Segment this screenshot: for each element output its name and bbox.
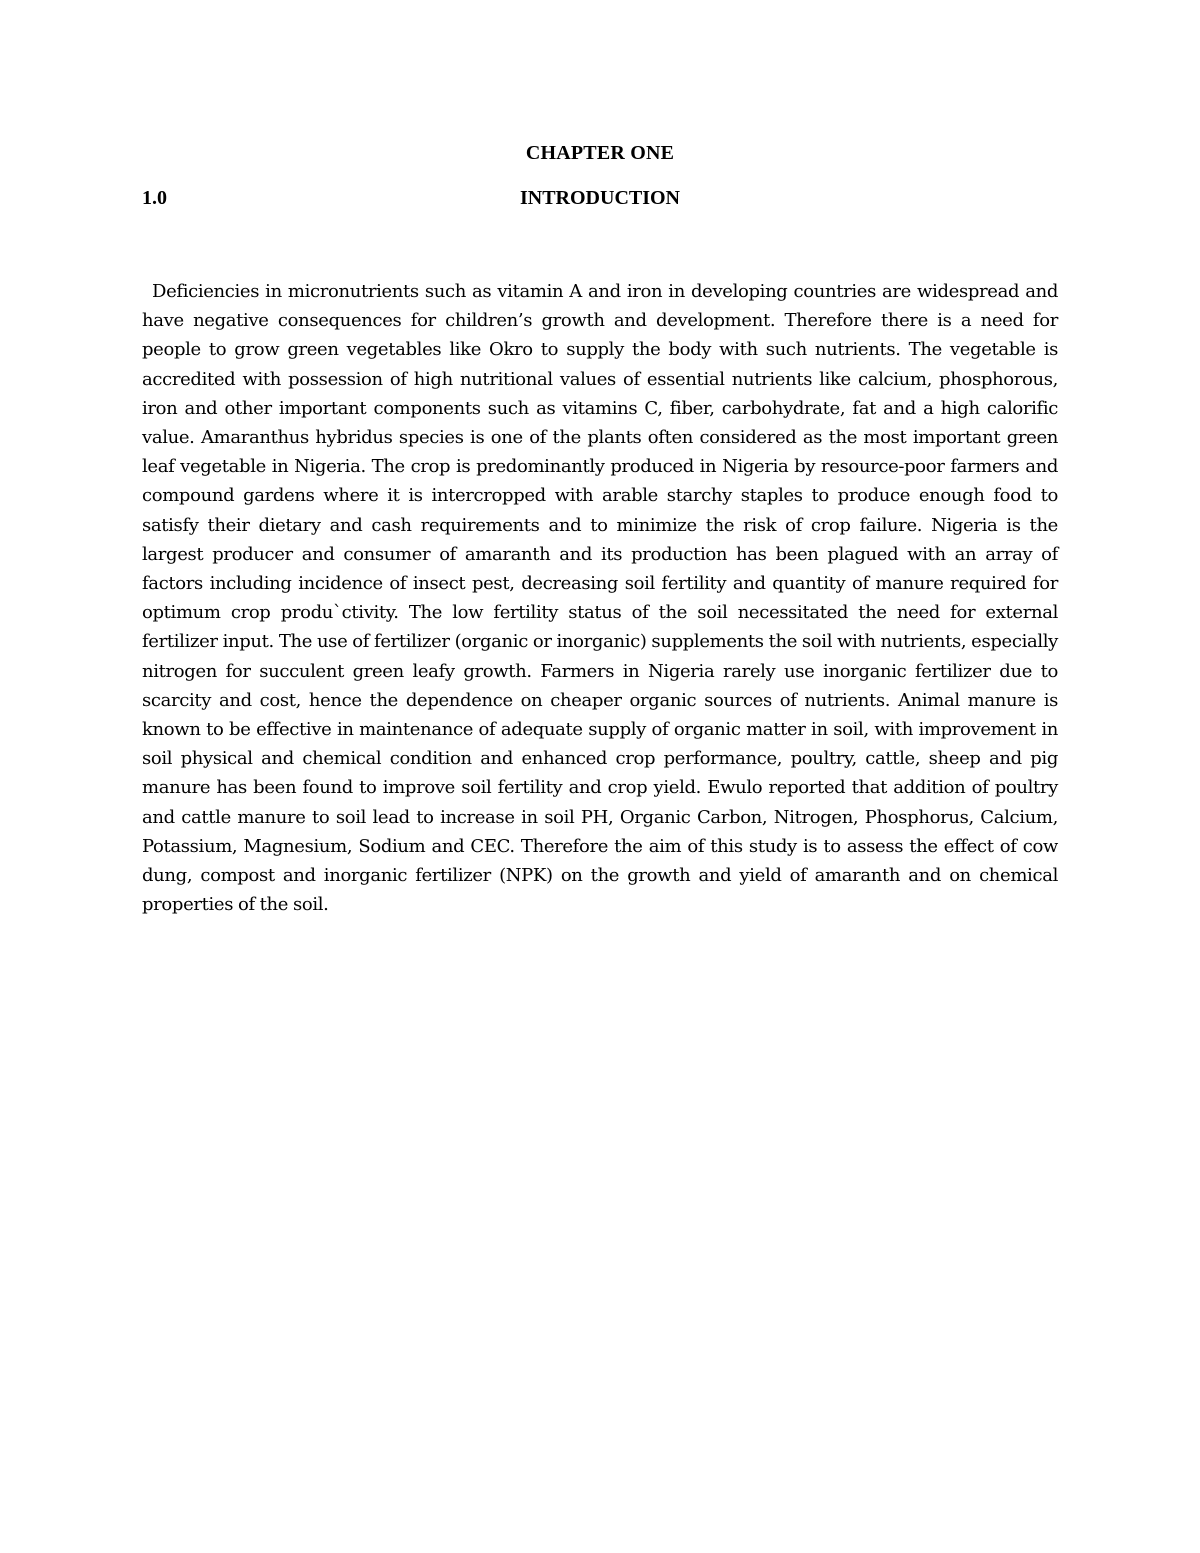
chapter-title: CHAPTER ONE	[525, 142, 675, 164]
introduction-paragraph: Deficiencies in micronutrients such as vitamin A and iron in developing countries are widespread and have negative consequences for children’s growth and development. Therefore there is a need for people to grow green vegetables like Okro to supply the body with such nutrients. The vegetable is accredited with possession of high nutritional values of essential nutrients like calcium, phosphorous, iron and other important components such as vitamins C, fiber, carbohydrate, fat and a high calorific value. Amaranthus hybridus species is one of the plants often considered as the most important green leaf vegetable in Nigeria. The crop is predominantly produced in Nigeria by resource-poor farmers and compound gardens where it is intercropped with arable starchy staples to produce enough food to satisfy their dietary and cash requirements and to minimize the risk of crop failure. Nigeria is the largest producer and consumer of amaranth and its production has been plagued with an array of factors including incidence of insect pest, decreasing soil fertility and quantity of manure required for optimum crop produ`ctivity. The low fertility status of the soil necessitated the need for external fertilizer input. The use of fertilizer (organic or inorganic) supplements the soil with nutrients, especially nitrogen for succulent green leafy growth. Farmers in Nigeria rarely use inorganic fertilizer due to scarcity and cost, hence the dependence on cheaper organic sources of nutrients. Animal manure is known to be effective in maintenance of adequate supply of organic matter in soil, with improvement in soil physical and chemical condition and enhanced crop performance, poultry, cattle, sheep and pig manure has been found to improve soil fertility and crop yield. Ewulo reported that addition of poultry and cattle manure to soil lead to increase in soil PH, Organic Carbon, Nitrogen, Phosphorus, Calcium, Potassium, Magnesium, Sodium and CEC. Therefore the aim of this study is to assess the effect of cow dung, compost and inorganic fertilizer (NPK) on the growth and yield of amaranth and on chemical properties of the soil.	[142, 281, 1058, 916]
section-title: INTRODUCTION	[519, 187, 681, 209]
section-heading	[142, 187, 1058, 215]
section-number: 1.0	[142, 187, 167, 209]
